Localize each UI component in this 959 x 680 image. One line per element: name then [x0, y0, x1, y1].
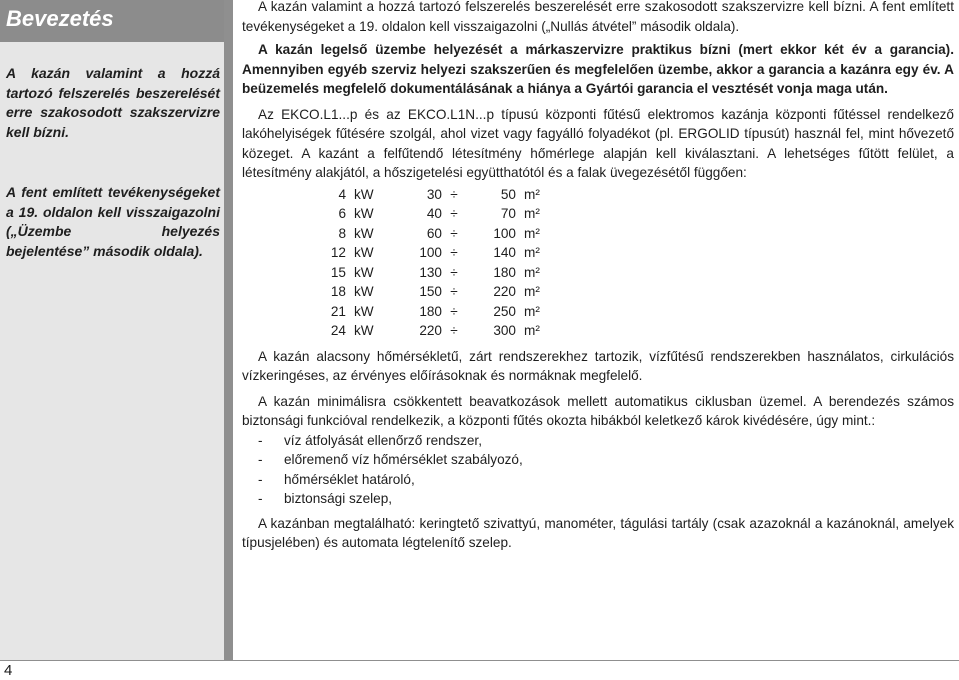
bullet-mark: -	[258, 491, 263, 506]
area-unit: m²	[524, 206, 540, 221]
power-value: 15	[330, 264, 346, 280]
area-min: 180	[419, 303, 442, 319]
list-item	[242, 470, 954, 490]
sidebar-divider	[224, 0, 233, 660]
table-row	[324, 263, 554, 283]
area-min: 220	[419, 323, 442, 338]
table-row	[324, 185, 554, 205]
bullet-mark: -	[258, 432, 263, 448]
area-min: 100	[419, 245, 442, 260]
page-number: 4	[4, 662, 13, 679]
range-separator: ÷	[450, 303, 458, 319]
section-title-bar	[0, 0, 224, 42]
area-max: 250	[493, 303, 516, 319]
list-item	[242, 450, 954, 470]
table-row	[324, 243, 554, 263]
area-max: 100	[493, 225, 516, 241]
range-separator: ÷	[450, 284, 458, 299]
main-content	[242, 0, 954, 553]
area-unit: m²	[524, 186, 540, 202]
list-item-text: előremenő víz hőmérséklet szabályozó,	[284, 452, 523, 467]
range-separator: ÷	[450, 225, 458, 241]
table-row	[324, 224, 554, 244]
list-item	[242, 489, 954, 509]
sidebar-note-installation: A kazán valamint a hozzá tartozó felszerelés beszerelését erre szakosodott szakszervizre kell bízni.	[6, 65, 220, 140]
area-max: 140	[493, 245, 516, 260]
power-unit: kW	[354, 206, 374, 221]
power-unit: kW	[354, 323, 374, 338]
section-title: Bevezetés	[6, 6, 114, 31]
area-unit: m²	[524, 264, 540, 280]
table-row	[324, 204, 554, 224]
range-separator: ÷	[450, 264, 458, 280]
area-max: 70	[500, 206, 516, 221]
area-max: 220	[493, 284, 516, 299]
area-unit: m²	[524, 245, 540, 260]
safety-paragraph: A kazán minimálisra csökkentett beavatkozások mellett automatikus ciklusban üzemel. A berendezés számos biztonsági funkcióval rendelkezik, a központi fűtés okozta hibákból keletkező károk kivédésére, úgy mint.:	[242, 393, 954, 428]
power-value: 6	[338, 206, 346, 221]
table-row	[324, 282, 554, 302]
table-row	[324, 302, 554, 322]
area-max: 180	[493, 264, 516, 280]
power-unit: kW	[354, 264, 374, 280]
area-unit: m²	[524, 225, 540, 241]
range-separator: ÷	[450, 245, 458, 260]
power-unit: kW	[354, 245, 374, 260]
footer-divider	[0, 660, 959, 661]
area-min: 130	[419, 264, 442, 280]
bullet-mark: -	[258, 471, 263, 487]
system-paragraph: A kazán alacsony hőmérsékletű, zárt rendszerekhez tartozik, vízfűtésű rendszerekben használatos, cirkulációs vízkeringéses, az érvényes előírásoknak és normáknak megfelelő.	[242, 348, 954, 383]
list-item-text: víz átfolyását ellenőrző rendszer,	[284, 432, 482, 448]
power-value: 24	[330, 323, 346, 338]
power-value: 12	[330, 245, 346, 260]
list-item-text: hőmérséklet határoló,	[284, 471, 415, 487]
power-value: 21	[330, 303, 346, 319]
area-unit: m²	[524, 303, 540, 319]
description-paragraph: Az EKCO.L1...p és az EKCO.L1N...p típusú központi fűtésű elektromos kazánja központi fűtéssel rendelkező lakóhelyiségek fűtésére szolgál, ahol vizet vagy fagyálló folyadékot (pl. ERGOLID típusút) használ fel, mint hővezető közeget. A kazánt a felfűtendő létesítmény hőmérlege alapján kell kiválasztani. A lehetséges fűtött felület, a létesítmény alakjától, a hőszigetelési együtthatótól és a falak üvegezésétől függően:	[242, 106, 954, 180]
area-min: 60	[426, 225, 442, 241]
sidebar-note-confirmation: A fent említett tevékenységeket a 19. oldalon kell visszaigazolni („Üzembe helyezés bejelentése” második oldala).	[6, 184, 220, 259]
power-value: 4	[338, 186, 346, 202]
area-unit: m²	[524, 323, 540, 338]
area-max: 300	[493, 323, 516, 338]
power-unit: kW	[354, 303, 374, 319]
area-max: 50	[500, 186, 516, 202]
area-min: 40	[426, 206, 442, 221]
list-item-text: biztonsági szelep,	[284, 491, 393, 506]
intro-paragraph: A kazán valamint a hozzá tartozó felszerelés beszerelését erre szakosodott szakszervizre kell bízni. A fent említett tevékenységeket a 19. oldalon kell visszaigazolni („Nullás átvétel” második oldala).	[242, 0, 954, 34]
warranty-paragraph: A kazán legelső üzembe helyezését a márkaszervizre praktikus bízni (mert ekkor két év a garancia). Amennyiben egyéb szerviz helyezi szakszerűen és megfelelően üzembe, akkor a garancia a kazánra egy év. A beüzemelés megfelelő dokumentálásának a hiánya a Gyártói garancia el vesztését vonja maga után.	[242, 42, 954, 96]
safety-features-list	[242, 431, 954, 509]
power-unit: kW	[354, 284, 374, 299]
power-area-table	[324, 185, 554, 341]
bullet-mark: -	[258, 452, 263, 467]
power-unit: kW	[354, 225, 374, 241]
power-value: 8	[338, 225, 346, 241]
area-min: 30	[426, 186, 442, 202]
range-separator: ÷	[450, 323, 458, 338]
range-separator: ÷	[450, 186, 458, 202]
table-row	[324, 321, 554, 341]
power-value: 18	[330, 284, 346, 299]
components-paragraph: A kazánban megtalálható: keringtető szivattyú, manométer, tágulási tartály (csak azazoknál a kazánoknál, amelyek típusjelében) és automata légtelenítő szelep.	[242, 515, 954, 550]
power-area-table-wrapper	[242, 185, 954, 341]
power-unit: kW	[354, 186, 374, 202]
area-min: 150	[419, 284, 442, 299]
list-item	[242, 431, 954, 451]
area-unit: m²	[524, 284, 540, 299]
range-separator: ÷	[450, 206, 458, 221]
